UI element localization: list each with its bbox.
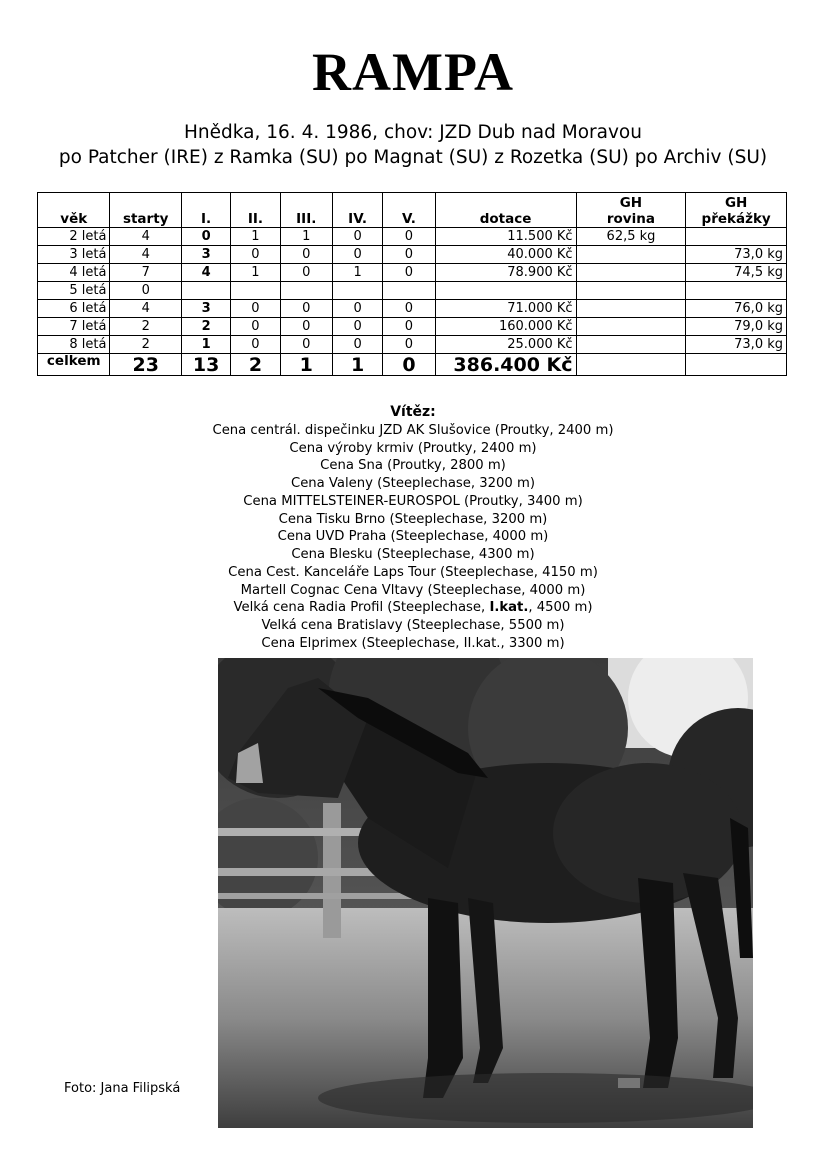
header-starts: starty (110, 193, 181, 228)
row-starts: 2 (110, 336, 181, 354)
total-label: celkem (38, 354, 110, 376)
radio-profil-race-suffix: , 4500 m) (528, 600, 593, 616)
row-prize: 25.000 Kč (435, 336, 576, 354)
radio-profil-race-category: I.kat. (489, 600, 529, 616)
row-prize: 160.000 Kč (435, 318, 576, 336)
row-first: 3 (181, 300, 230, 318)
total-starts: 23 (110, 354, 181, 376)
pedigree-line: po Patcher (IRE) z Ramka (SU) po Magnat (SU) z Rozetka (SU) po Archiv (SU) (58, 147, 768, 168)
row-second (231, 282, 280, 300)
row-starts: 4 (110, 300, 181, 318)
row-third: 0 (280, 246, 332, 264)
row-fourth: 0 (332, 300, 382, 318)
table-header-row (38, 193, 787, 228)
header-gh-jump-line1: GH (724, 195, 748, 211)
row-gh-flat (576, 318, 686, 336)
total-second: 2 (231, 354, 280, 376)
table-row (38, 318, 787, 336)
row-fifth: 0 (383, 264, 435, 282)
row-gh-flat (576, 264, 686, 282)
row-third: 0 (280, 264, 332, 282)
row-gh-flat (576, 336, 686, 354)
row-second: 0 (231, 300, 280, 318)
row-gh-jump (686, 228, 787, 246)
row-gh-jump (686, 282, 787, 300)
header-third: III. (280, 193, 332, 228)
row-fourth (332, 282, 382, 300)
row-second: 1 (231, 228, 280, 246)
row-fifth: 0 (383, 246, 435, 264)
row-gh-jump: 76,0 kg (686, 300, 787, 318)
row-gh-flat (576, 282, 686, 300)
row-prize: 78.900 Kč (435, 264, 576, 282)
row-starts: 7 (110, 264, 181, 282)
row-second: 0 (231, 336, 280, 354)
horse-name: RAMPA (312, 42, 514, 102)
row-fifth: 0 (383, 318, 435, 336)
row-second: 0 (231, 246, 280, 264)
row-first: 2 (181, 318, 230, 336)
list-item: Cena UVD Praha (Steeplechase, 4000 m) (277, 529, 549, 545)
total-row (38, 354, 787, 376)
row-fourth: 0 (332, 246, 382, 264)
list-item: Cena MITTELSTEINER-EUROSPOL (Proutky, 3400 m) (243, 493, 583, 509)
row-gh-flat (576, 300, 686, 318)
header-age: věk (38, 193, 110, 228)
row-fifth (383, 282, 435, 300)
list-item: Cena Blesku (Steeplechase, 4300 m) (291, 547, 535, 562)
row-gh-jump: 73,0 kg (686, 246, 787, 264)
row-fourth: 0 (332, 228, 382, 246)
row-gh-flat (576, 246, 686, 264)
row-first: 4 (181, 264, 230, 282)
row-third: 0 (280, 300, 332, 318)
horse-photo (218, 658, 753, 1128)
table-row (38, 246, 787, 264)
row-starts: 4 (110, 228, 181, 246)
list-item: Cena Valeny (Steeplechase, 3200 m) (290, 476, 536, 491)
row-first: 3 (181, 246, 230, 264)
row-fourth: 1 (332, 264, 382, 282)
row-gh-jump: 73,0 kg (686, 336, 787, 354)
race-stats-table (37, 192, 787, 376)
row-gh-flat: 62,5 kg (576, 228, 686, 246)
row-age: 6 letá (38, 300, 110, 318)
list-item: Cena Cest. Kanceláře Laps Tour (Steeplechase, 4150 m) (228, 564, 598, 580)
row-third: 0 (280, 336, 332, 354)
row-fifth: 0 (383, 300, 435, 318)
winners-list (0, 404, 826, 653)
row-third: 0 (280, 318, 332, 336)
row-starts: 0 (110, 282, 181, 300)
total-fourth: 1 (332, 354, 382, 376)
header-fourth: IV. (332, 193, 382, 228)
row-second: 0 (231, 318, 280, 336)
total-prize: 386.400 Kč (435, 354, 576, 376)
list-item: Cena centrál. dispečinku JZD AK Slušovice (Proutky, 2400 m) (212, 422, 614, 438)
photo-credit: Foto: Jana Filipská (64, 1081, 181, 1096)
header-gh-jump (686, 193, 787, 228)
row-third (280, 282, 332, 300)
row-third: 1 (280, 228, 332, 246)
list-item (0, 599, 826, 617)
row-second: 1 (231, 264, 280, 282)
list-item: Martell Cognac Cena Vltavy (Steeplechase, 4000 m) (240, 582, 586, 598)
header-gh-flat-line2: rovina (606, 211, 655, 227)
table-row (38, 336, 787, 354)
row-age: 5 letá (38, 282, 110, 300)
row-age: 8 letá (38, 336, 110, 354)
table-row (38, 264, 787, 282)
row-fifth: 0 (383, 228, 435, 246)
row-first (181, 282, 230, 300)
table-row (38, 228, 787, 246)
radio-profil-race-prefix: Velká cena Radia Profil (Steeplechase, (233, 600, 490, 616)
row-first: 1 (181, 336, 230, 354)
row-age: 2 letá (38, 228, 110, 246)
list-item: Cena Tisku Brno (Steeplechase, 3200 m) (278, 511, 548, 527)
total-gh-flat (576, 354, 686, 376)
list-item: Velká cena Bratislavy (Steeplechase, 5500 m) (261, 618, 565, 633)
row-age: 4 letá (38, 264, 110, 282)
header-first: I. (181, 193, 230, 228)
header-fifth: V. (383, 193, 435, 228)
list-item: Cena Sna (Proutky, 2800 m) (320, 458, 506, 474)
winners-heading: Vítěz: (390, 404, 436, 420)
row-fourth: 0 (332, 318, 382, 336)
row-fourth: 0 (332, 336, 382, 354)
header-gh-flat-line1: GH (619, 195, 643, 211)
row-prize: 40.000 Kč (435, 246, 576, 264)
header-prize: dotace (435, 193, 576, 228)
table-row (38, 282, 787, 300)
row-gh-jump: 79,0 kg (686, 318, 787, 336)
row-age: 7 letá (38, 318, 110, 336)
row-starts: 2 (110, 318, 181, 336)
list-item: Cena výroby krmiv (Proutky, 2400 m) (289, 440, 537, 456)
row-starts: 4 (110, 246, 181, 264)
total-third: 1 (280, 354, 332, 376)
row-prize (435, 282, 576, 300)
total-gh-jump (686, 354, 787, 376)
row-prize: 71.000 Kč (435, 300, 576, 318)
horse-photo-image (218, 658, 753, 1128)
row-first: 0 (181, 228, 230, 246)
header-second: II. (231, 193, 280, 228)
row-age: 3 letá (38, 246, 110, 264)
header-gh-jump-line2: překážky (701, 211, 771, 227)
row-fifth: 0 (383, 336, 435, 354)
list-item: Cena Elprimex (Steeplechase, II.kat., 3300 m) (261, 635, 565, 651)
header-gh-flat (576, 193, 686, 228)
horse-details: Hnědka, 16. 4. 1986, chov: JZD Dub nad Moravou (184, 122, 642, 143)
table-row (38, 300, 787, 318)
row-gh-jump: 74,5 kg (686, 264, 787, 282)
total-fifth: 0 (383, 354, 435, 376)
row-prize: 11.500 Kč (435, 228, 576, 246)
total-first: 13 (181, 354, 230, 376)
